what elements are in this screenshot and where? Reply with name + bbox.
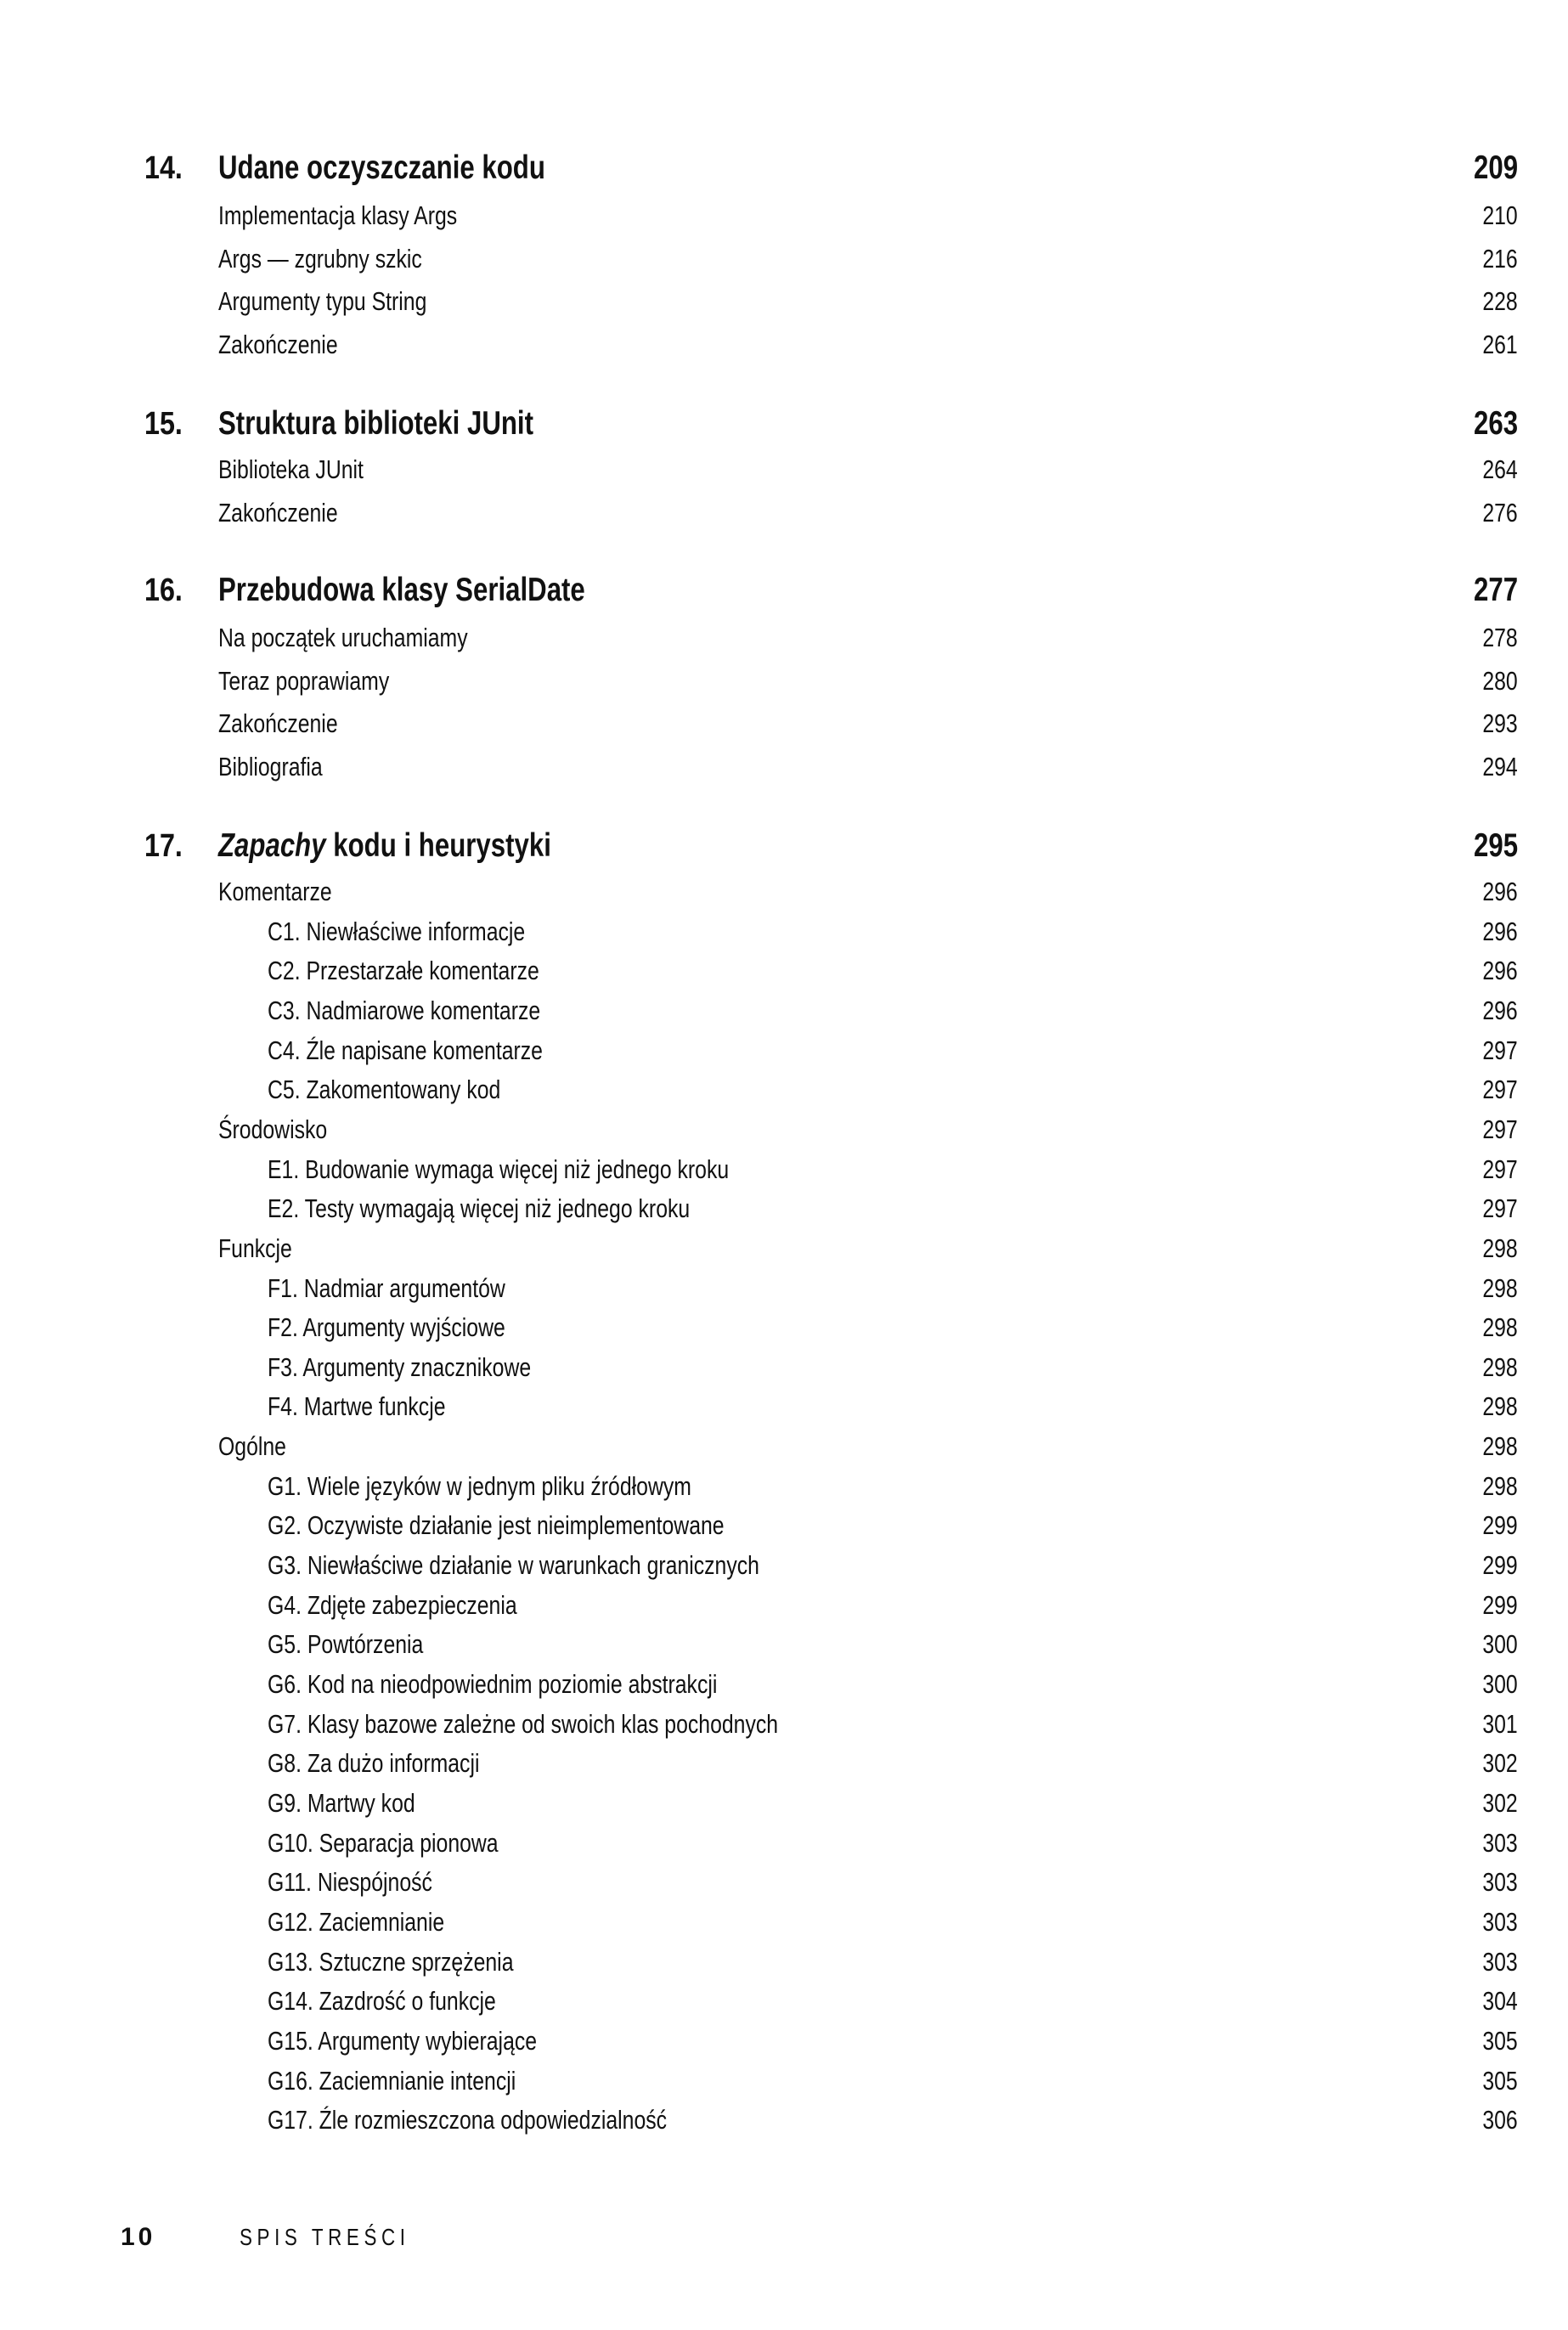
entry-label: Na początek uruchamiamy bbox=[218, 623, 468, 652]
entry-page: 299 bbox=[1482, 1550, 1518, 1581]
chapter-page: 277 bbox=[1473, 572, 1518, 608]
entry-page: 303 bbox=[1482, 1906, 1518, 1937]
entry-label: Zakończenie bbox=[218, 330, 338, 360]
entry-page: 303 bbox=[1482, 1946, 1518, 1977]
toc-subsection[interactable] bbox=[0, 1703, 1568, 1746]
chapter-page: 263 bbox=[1473, 405, 1518, 442]
entry-label: G14. Zazdrość o funkcje bbox=[268, 1986, 496, 2017]
entry-page: 305 bbox=[1482, 2025, 1518, 2056]
entry-label: C4. Źle napisane komentarze bbox=[268, 1035, 543, 1065]
chapter-number: 14. bbox=[144, 150, 183, 186]
entry-page: 294 bbox=[1482, 752, 1518, 782]
toc-section[interactable] bbox=[0, 617, 1568, 659]
running-title: SPIS TREŚCI bbox=[240, 2224, 410, 2250]
toc-subsection[interactable] bbox=[0, 990, 1568, 1032]
toc-subsection[interactable] bbox=[0, 1544, 1568, 1587]
toc-subsection[interactable] bbox=[0, 1465, 1568, 1508]
entry-label: Środowisko bbox=[218, 1114, 328, 1144]
toc-subsection[interactable] bbox=[0, 1623, 1568, 1666]
entry-page: 299 bbox=[1482, 1589, 1518, 1620]
toc-section[interactable] bbox=[0, 871, 1568, 913]
toc-subsection[interactable] bbox=[0, 1584, 1568, 1627]
chapter-title-text: Udane oczyszczanie kodu bbox=[218, 150, 545, 186]
toc-subsection[interactable] bbox=[0, 1782, 1568, 1825]
chapter-title-text: kodu i heurystyki bbox=[325, 827, 551, 864]
entry-page: 297 bbox=[1482, 1035, 1518, 1065]
entry-label: G2. Oczywiste działanie jest nieimplementowane bbox=[268, 1510, 725, 1541]
entry-page: 302 bbox=[1482, 1748, 1518, 1779]
entry-page: 296 bbox=[1482, 877, 1518, 906]
chapter-title-text: Struktura biblioteki JUnit bbox=[218, 405, 533, 442]
entry-page: 305 bbox=[1482, 2065, 1518, 2096]
entry-label: E1. Budowanie wymaga więcej niż jednego kroku bbox=[268, 1154, 730, 1184]
chapter-heading[interactable] bbox=[0, 569, 1568, 612]
entry-label: F2. Argumenty wyjściowe bbox=[268, 1312, 505, 1343]
entry-label: Zakończenie bbox=[218, 708, 338, 739]
toc-subsection[interactable] bbox=[0, 1069, 1568, 1111]
entry-label: Teraz poprawiamy bbox=[218, 665, 390, 696]
entry-label: G11. Niespójność bbox=[268, 1867, 432, 1898]
toc-subsection[interactable] bbox=[0, 2060, 1568, 2102]
entry-page: 299 bbox=[1482, 1510, 1518, 1541]
toc-subsection[interactable] bbox=[0, 1941, 1568, 1983]
entry-label: G4. Zdjęte zabezpieczenia bbox=[268, 1589, 517, 1620]
entry-label: Ogólne bbox=[218, 1431, 286, 1462]
entry-label: F1. Nadmiar argumentów bbox=[268, 1272, 505, 1303]
entry-label: Args — zgrubny szkic bbox=[218, 243, 422, 274]
entry-page: 293 bbox=[1482, 708, 1518, 739]
toc-subsection[interactable] bbox=[0, 1504, 1568, 1547]
toc-section[interactable] bbox=[0, 746, 1568, 788]
entry-label: Funkcje bbox=[218, 1233, 292, 1263]
entry-page: 297 bbox=[1482, 1114, 1518, 1144]
entry-label: G17. Źle rozmieszczona odpowiedzialność bbox=[268, 2105, 668, 2135]
toc-subsection[interactable] bbox=[0, 1861, 1568, 1904]
entry-label: G7. Klasy bazowe zależne od swoich klas pochodnych bbox=[268, 1708, 779, 1739]
toc-section[interactable] bbox=[0, 1425, 1568, 1468]
entry-label: G9. Martwy kod bbox=[268, 1787, 415, 1818]
entry-page: 298 bbox=[1482, 1312, 1518, 1343]
toc-subsection[interactable] bbox=[0, 1742, 1568, 1785]
toc-section[interactable] bbox=[0, 660, 1568, 702]
entry-label: G15. Argumenty wybierające bbox=[268, 2025, 538, 2056]
chapter-heading[interactable] bbox=[0, 147, 1568, 189]
toc-section[interactable] bbox=[0, 280, 1568, 323]
entry-label: C2. Przestarzałe komentarze bbox=[268, 956, 539, 986]
entry-label: G3. Niewłaściwe działanie w warunkach granicznych bbox=[268, 1550, 759, 1581]
toc-section[interactable] bbox=[0, 1109, 1568, 1151]
entry-page: 302 bbox=[1482, 1787, 1518, 1818]
toc-subsection[interactable] bbox=[0, 950, 1568, 992]
entry-page: 296 bbox=[1482, 956, 1518, 986]
chapter-heading[interactable] bbox=[0, 825, 1568, 867]
entry-label: C3. Nadmiarowe komentarze bbox=[268, 995, 541, 1025]
chapter-title bbox=[218, 403, 533, 445]
entry-page: 261 bbox=[1482, 330, 1518, 360]
chapter-heading[interactable] bbox=[0, 403, 1568, 445]
entry-page: 298 bbox=[1482, 1431, 1518, 1462]
toc-subsection[interactable] bbox=[0, 1901, 1568, 1944]
entry-label: E2. Testy wymagają więcej niż jednego kroku bbox=[268, 1193, 691, 1224]
entry-page: 276 bbox=[1482, 497, 1518, 527]
toc-section[interactable] bbox=[0, 492, 1568, 534]
entry-label: Komentarze bbox=[218, 877, 332, 906]
toc-section[interactable] bbox=[0, 449, 1568, 491]
entry-label: C1. Niewłaściwe informacje bbox=[268, 916, 526, 946]
toc-subsection[interactable] bbox=[0, 2020, 1568, 2062]
toc-section[interactable] bbox=[0, 702, 1568, 745]
toc-subsection[interactable] bbox=[0, 1267, 1568, 1310]
entry-label: G10. Separacja pionowa bbox=[268, 1827, 499, 1858]
chapter-title-italic: Zapachy bbox=[218, 827, 326, 864]
entry-label: G16. Zaciemnianie intencji bbox=[268, 2065, 516, 2096]
toc-subsection[interactable] bbox=[0, 1663, 1568, 1706]
entry-page: 303 bbox=[1482, 1867, 1518, 1898]
entry-label: Implementacja klasy Args bbox=[218, 200, 458, 230]
entry-page: 264 bbox=[1482, 454, 1518, 484]
entry-page: 298 bbox=[1482, 1272, 1518, 1303]
entry-page: 298 bbox=[1482, 1351, 1518, 1382]
entry-page: 298 bbox=[1482, 1233, 1518, 1263]
entry-page: 216 bbox=[1482, 243, 1518, 274]
entry-label: G8. Za dużo informacji bbox=[268, 1748, 480, 1779]
entry-page: 280 bbox=[1482, 665, 1518, 696]
chapter-title-text: Przebudowa klasy SerialDate bbox=[218, 572, 585, 608]
entry-page: 297 bbox=[1482, 1193, 1518, 1224]
toc-subsection[interactable] bbox=[0, 1980, 1568, 2023]
chapter-page: 209 bbox=[1473, 150, 1518, 186]
entry-page: 298 bbox=[1482, 1470, 1518, 1501]
toc-subsection[interactable] bbox=[0, 911, 1568, 953]
entry-label: G5. Powtórzenia bbox=[268, 1629, 424, 1660]
entry-label: F3. Argumenty znacznikowe bbox=[268, 1351, 532, 1382]
chapter-title bbox=[218, 825, 551, 867]
toc-subsection[interactable] bbox=[0, 2099, 1568, 2141]
entry-page: 300 bbox=[1482, 1669, 1518, 1699]
entry-label: G13. Sztuczne sprzężenia bbox=[268, 1946, 514, 1977]
toc-subsection[interactable] bbox=[0, 1148, 1568, 1191]
entry-page: 297 bbox=[1482, 1154, 1518, 1184]
toc-section[interactable] bbox=[0, 324, 1568, 366]
entry-label: Argumenty typu String bbox=[218, 286, 427, 317]
toc-section[interactable] bbox=[0, 238, 1568, 280]
toc-section[interactable] bbox=[0, 1227, 1568, 1270]
entry-label: Zakończenie bbox=[218, 497, 338, 527]
entry-label: G6. Kod na nieodpowiednim poziomie abstrakcji bbox=[268, 1669, 718, 1699]
entry-page: 304 bbox=[1482, 1986, 1518, 2017]
toc-subsection[interactable] bbox=[0, 1385, 1568, 1428]
page-number: 10 bbox=[121, 2223, 156, 2251]
toc-subsection[interactable] bbox=[0, 1306, 1568, 1349]
entry-page: 296 bbox=[1482, 916, 1518, 946]
chapter-title bbox=[218, 147, 545, 189]
chapter-number: 17. bbox=[144, 828, 183, 864]
toc-subsection[interactable] bbox=[0, 1822, 1568, 1865]
entry-label: G12. Zaciemnianie bbox=[268, 1906, 445, 1937]
entry-page: 297 bbox=[1482, 1075, 1518, 1105]
entry-label: F4. Martwe funkcje bbox=[268, 1391, 446, 1422]
entry-page: 301 bbox=[1482, 1708, 1518, 1739]
toc-subsection[interactable] bbox=[0, 1188, 1568, 1230]
entry-page: 278 bbox=[1482, 623, 1518, 652]
chapter-number: 15. bbox=[144, 406, 183, 442]
entry-page: 306 bbox=[1482, 2105, 1518, 2135]
entry-label: Bibliografia bbox=[218, 752, 323, 782]
entry-page: 228 bbox=[1482, 286, 1518, 317]
toc-section[interactable] bbox=[0, 195, 1568, 237]
toc-subsection[interactable] bbox=[0, 1346, 1568, 1389]
chapter-title bbox=[218, 569, 585, 612]
entry-label: C5. Zakomentowany kod bbox=[268, 1075, 501, 1105]
entry-page: 296 bbox=[1482, 995, 1518, 1025]
entry-label: G1. Wiele języków w jednym pliku źródłowym bbox=[268, 1470, 691, 1501]
entry-page: 303 bbox=[1482, 1827, 1518, 1858]
entry-page: 298 bbox=[1482, 1391, 1518, 1422]
chapter-page: 295 bbox=[1473, 827, 1518, 864]
entry-label: Biblioteka JUnit bbox=[218, 454, 364, 484]
entry-page: 210 bbox=[1482, 200, 1518, 230]
entry-page: 300 bbox=[1482, 1629, 1518, 1660]
chapter-number: 16. bbox=[144, 573, 183, 608]
toc-subsection[interactable] bbox=[0, 1030, 1568, 1072]
